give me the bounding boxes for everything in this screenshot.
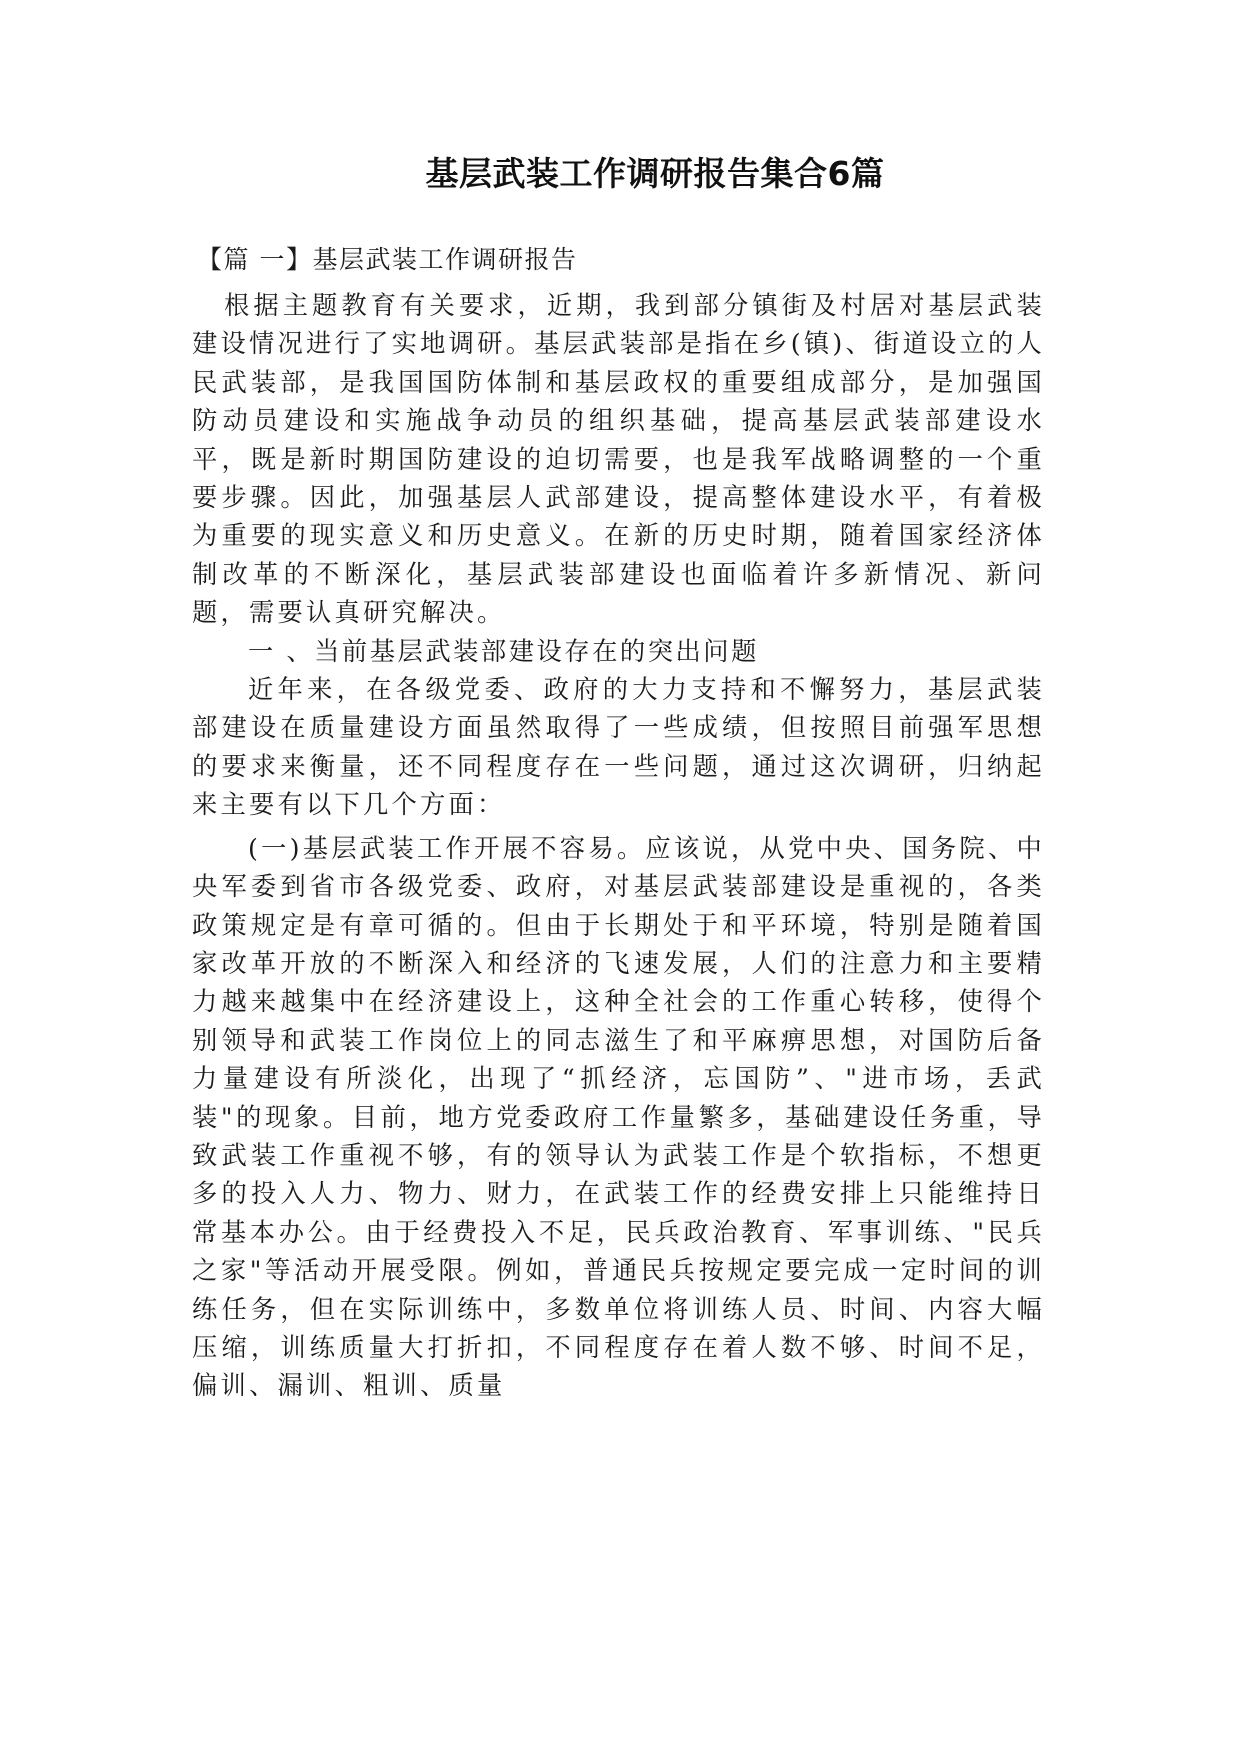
paragraph-intro: 根据主题教育有关要求，近期，我到部分镇街及村居对基层武装建设情况进行了实地调研。基层武装部是指在乡(镇)、街道设立的人民武装部，是我国国防体制和基层政权的重要组成部分，是加强国防动员建设和实施战争动员的组织基础，提高基层武装部建设水平，既是新时期国防建设的迫切需要，也是我军战略调整的一个重要步骤。因此，加强基层人武部建设，提高整体建设水平，有着极为重要的现实意义和历史意义。在新的历史时期，随着国家经济体制改革的不断深化，基层武装部建设也面临着许多新情况、新问题，需要认真研究解决。 <box>192 291 1045 628</box>
document-title: 基层武装工作调研报告集合6篇 <box>425 154 885 193</box>
subsection-heading: 一 、当前基层武装部建设存在的突出问题 <box>248 636 759 666</box>
paragraph-issue-one: (一)基层武装工作开展不容易。应该说，从党中央、国务院、中央军委到省市各级党委、政府，对基层武装部建设是重视的，各类政策规定是有章可循的。但由于长期处于和平环境，特别是随着国家改革开放的不断深入和经济的飞速发展，人们的注意力和主要精力越来越集中在经济建设上，这种全社会的工作重心转移，使得个别领导和武装工作岗位上的同志滋生了和平麻痹思想，对国防后备力量建设有所淡化，出现了“抓经济，忘国防”、"进市场，丢武装"的现象。目前，地方党委政府工作量繁多，基础建设任务重，导致武装工作重视不够，有的领导认为武装工作是个软指标，不想更多的投入人力、物力、财力，在武装工作的经费安排上只能维持日常基本办公。由于经费投入不足，民兵政治教育、军事训练、"民兵之家"等活动开展受限。例如，普通民兵按规定要完成一定时间的训练任务，但在实际训练中，多数单位将训练人员、时间、内容大幅压缩，训练质量大打折扣，不同程度存在着人数不够、时间不足，偏训、漏训、粗训、质量 <box>192 833 1045 1401</box>
paragraph-overview: 近年来，在各级党委、政府的大力支持和不懈努力，基层武装部建设在质量建设方面虽然取得了一些成绩，但按照目前强军思想的要求来衡量，还不同程度存在一些问题，通过这次调研，归纳起来主要有以下几个方面： <box>192 675 1045 820</box>
section-heading: 【篇 一】基层武装工作调研报告 <box>197 245 578 274</box>
document-body <box>192 287 1045 1406</box>
